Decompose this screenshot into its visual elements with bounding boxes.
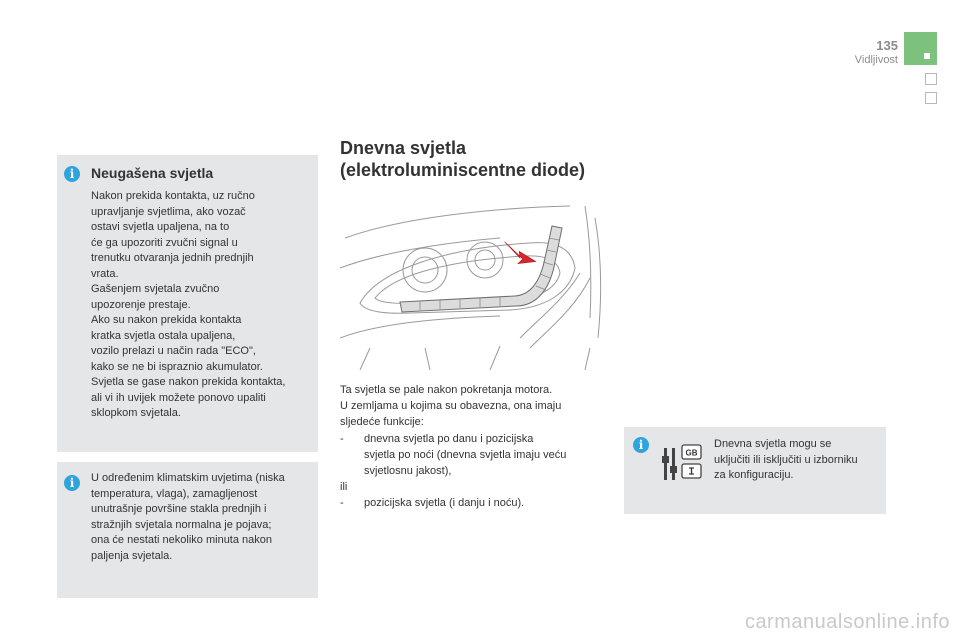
chapter-tab-active[interactable] (904, 32, 937, 65)
box-text (714, 437, 884, 484)
tab-marker (924, 53, 930, 59)
text-line: U zemljama u kojima su obavezna, ona imaju (340, 400, 562, 413)
info-icon: i (633, 437, 649, 453)
text-line: svjetla po noći (dnevna svjetla imaju veću (364, 448, 567, 461)
text-line: Ta svjetla se pale nakon pokretanja motora. (340, 384, 553, 396)
info-box-unlit-lights (57, 155, 318, 452)
text-line: sljedeće funkcije: (340, 416, 424, 429)
heading-line: Dnevna svjetla (340, 138, 467, 158)
text-line: uključiti ili isključiti u izborniku (714, 453, 858, 466)
chapter-title: Vidljivost (854, 54, 898, 66)
info-icon: i (64, 166, 80, 182)
text-line: Dnevna svjetla mogu se (714, 438, 832, 450)
gb-label: GB (685, 448, 698, 458)
box-title: Neugašena svjetla (91, 165, 214, 181)
box-text: U određenim klimatskim uvjetima (niska temperatura, vlaga), zamagljenost unutrašnje površine stakla prednjih i stražnjih svjetala normalna je pojava; ona će nestati nekoliko minuta nakon paljenja svjetala. (91, 472, 285, 562)
list-dash: - (340, 497, 344, 510)
footer-watermark: carmanualsonline.info (744, 611, 950, 633)
text-line: dnevna svjetla po danu i pozicijska (364, 432, 534, 445)
box-text: Nakon prekida kontakta, uz ručno upravljanje svjetlima, ako vozač ostavi svjetla upaljena, na to će ga upozoriti zvučni signal u trenutku otvaranja jednih prednjih vrata. Gašenjem svjetala zvučno upozorenje prestaje. Ako su nakon prekida kontakta kratka svjetla ostala upaljena, vozilo prelazi u način rada "ECO", kako se ne bi ispraznio akumulator. Svjetla se gase nakon prekida kontakta, ali vi ih uvijek možete ponovo upaliti sklopkom svjetala. (91, 190, 286, 419)
list-item (340, 431, 610, 480)
text-line: ili (340, 481, 348, 494)
headlight-led-illustration (340, 198, 605, 370)
list-item (340, 495, 610, 511)
info-box-condensation (57, 462, 318, 598)
section-heading (340, 137, 585, 181)
configuration-menu-icon (662, 442, 704, 486)
list-dash: - (340, 432, 344, 445)
body-text (340, 382, 610, 512)
text-line: za konfiguraciju. (714, 469, 794, 481)
text-line: pozicijska svjetla (i danju i noću). (364, 497, 525, 510)
info-box-configuration (624, 427, 886, 514)
chapter-tab-empty[interactable] (925, 92, 937, 104)
chapter-tab-empty[interactable] (925, 73, 937, 85)
text-line: svjetlosnu jakost), (364, 465, 452, 478)
page-number: 135 (876, 38, 898, 53)
info-icon: i (64, 475, 80, 491)
heading-line: (elektroluminiscentne diode) (340, 160, 586, 180)
